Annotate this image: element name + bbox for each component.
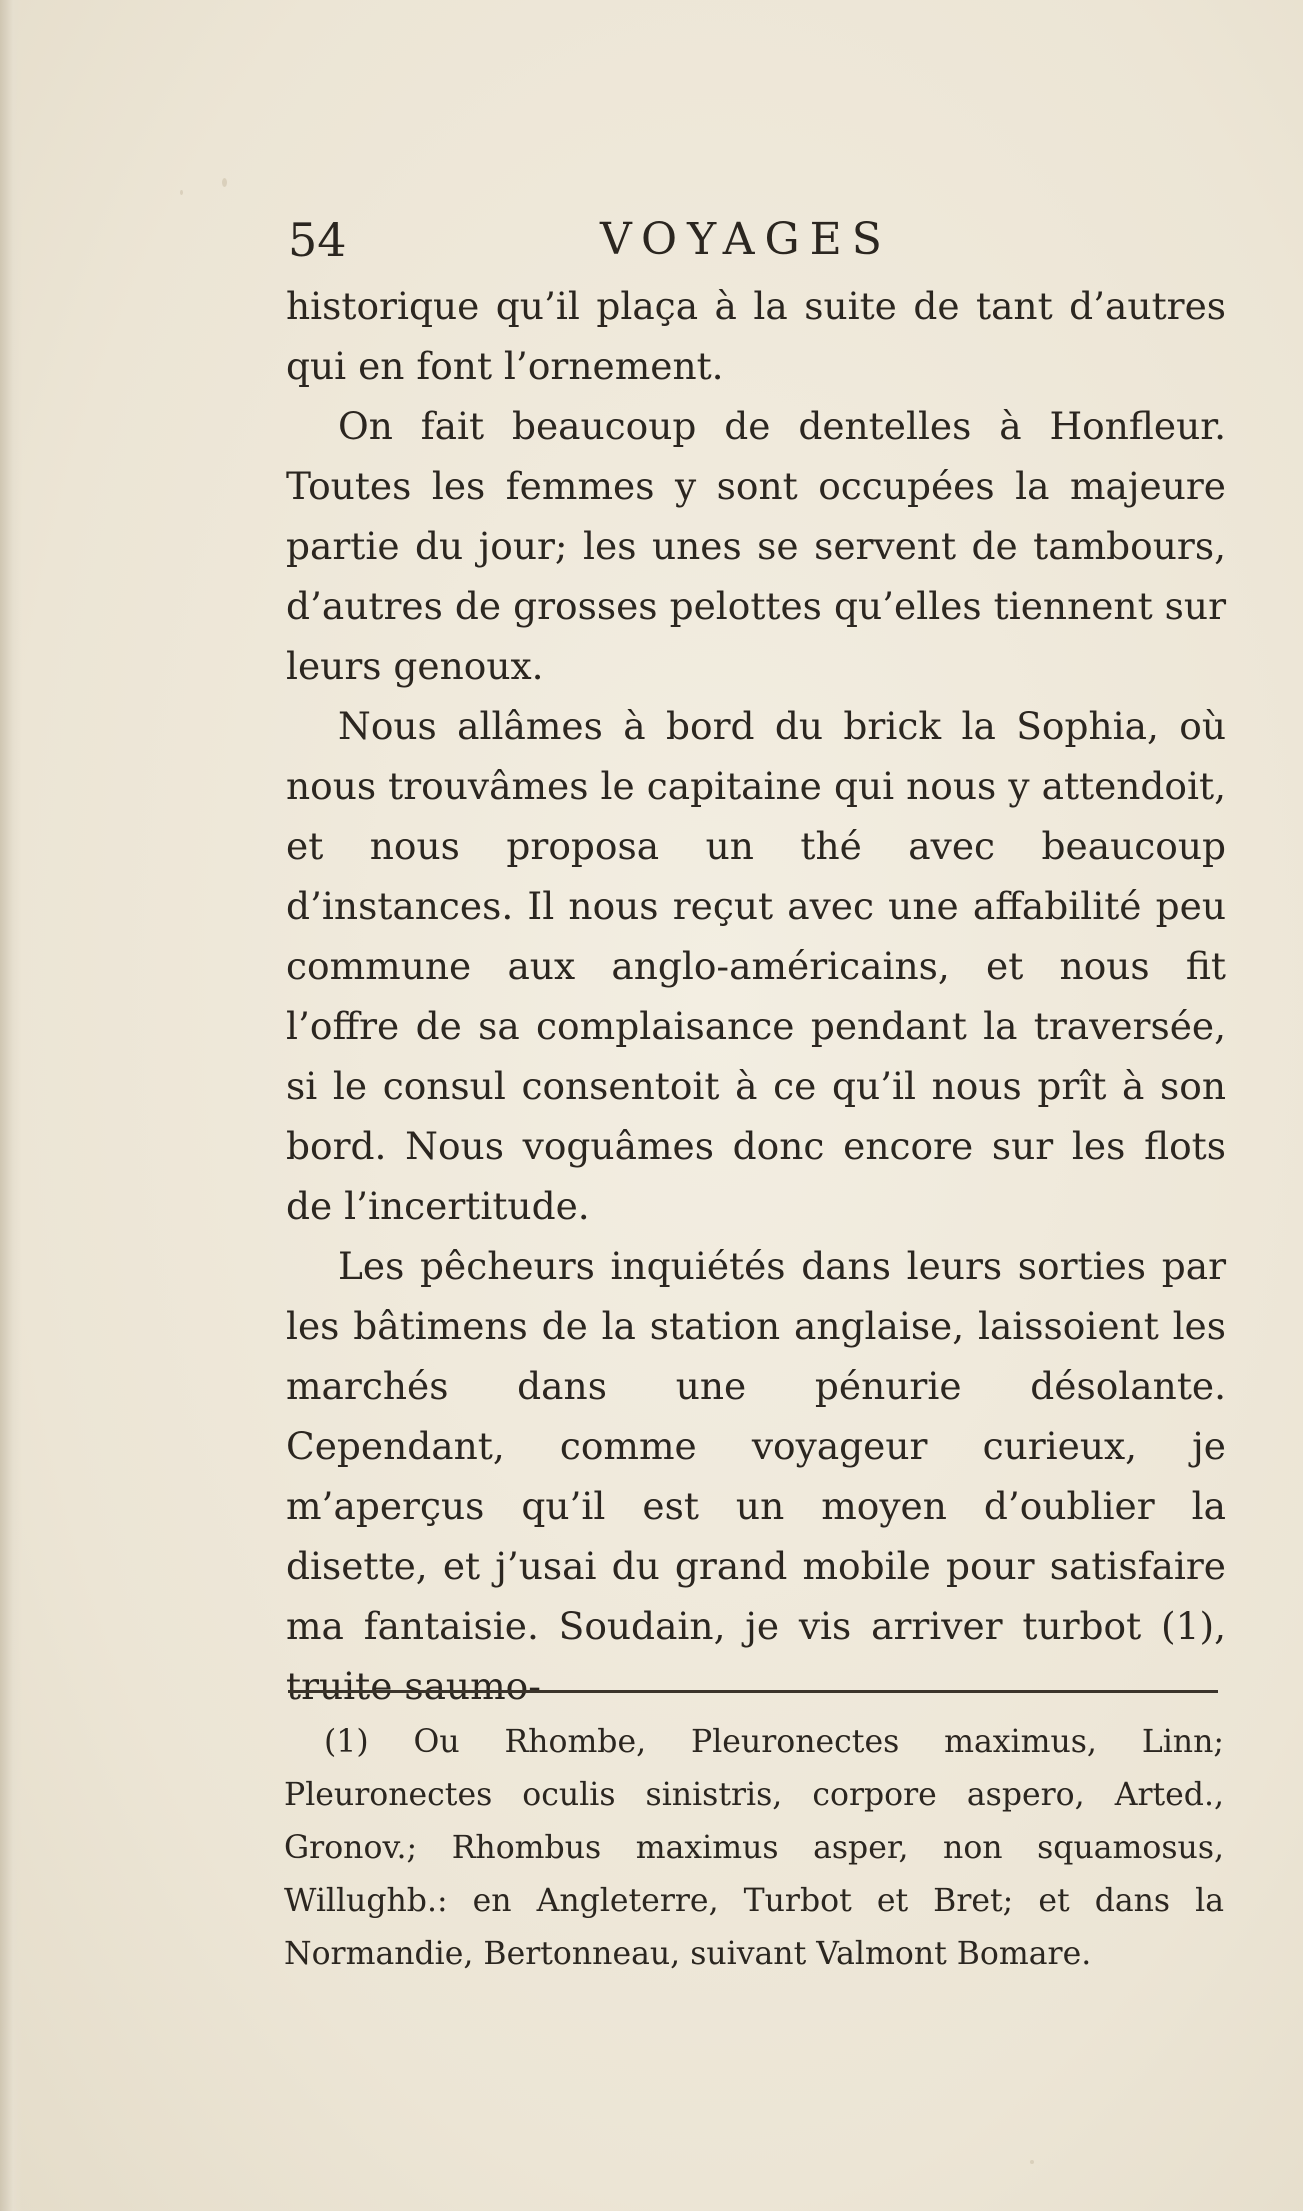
body-text xyxy=(286,276,1226,1716)
running-title: VOYAGES xyxy=(600,214,892,265)
paragraph-1: historique qu’il plaça à la suite de tant d’autres qui en font l’ornement. xyxy=(286,284,1226,388)
paper-spot xyxy=(1030,2160,1034,2164)
paragraph-3: Nous allâmes à bord du brick la Sophia, où nous trouvâmes le capitaine qui nous y attendoit, et nous proposa un thé avec beaucoup d’instances. Il nous reçut avec une affabilité peu commune aux anglo-américains, et nous fit l’offre de sa complaisance pendant la traversée, si le consul consentoit à ce qu’il nous prît à son bord. Nous voguâmes donc encore sur les flots de l’incertitude. xyxy=(286,704,1226,1228)
footnote-separator xyxy=(288,1690,1218,1693)
footnote: (1) Ou Rhombe, Pleuronectes maximus, Linn; Pleuronectes oculis sinistris, corpore aspero, Arted., Gronov.; Rhombus maximus asper, non squamosus, Willughb.: en Angleterre, Turbot et Bret; et dans la Normandie, Bertonneau, suivant Valmont Bomare. xyxy=(284,1724,1224,1972)
page-number: 54 xyxy=(288,213,347,267)
paragraph-4: Les pêcheurs inquiétés dans leurs sorties par les bâtimens de la station anglaise, laissoient les marchés dans une pénurie désolante. Cependant, comme voyageur curieux, je m’aperçus qu’il est un moyen d’oublier la disette, et j’usai du grand mobile pour satisfaire ma fantaisie. Soudain, je vis arriver turbot (1), truite saumo- xyxy=(286,1244,1226,1708)
paper-spot xyxy=(222,178,227,187)
paper-spot xyxy=(180,190,183,195)
paragraph-2: On fait beaucoup de dentelles à Honfleur. Toutes les femmes y sont occupées la majeure partie du jour; les unes se servent de tambours, d’autres de grosses pelottes qu’elles tiennent sur leurs genoux. xyxy=(286,404,1226,688)
page-gutter-shadow xyxy=(0,0,22,2211)
page-header xyxy=(288,210,1248,270)
